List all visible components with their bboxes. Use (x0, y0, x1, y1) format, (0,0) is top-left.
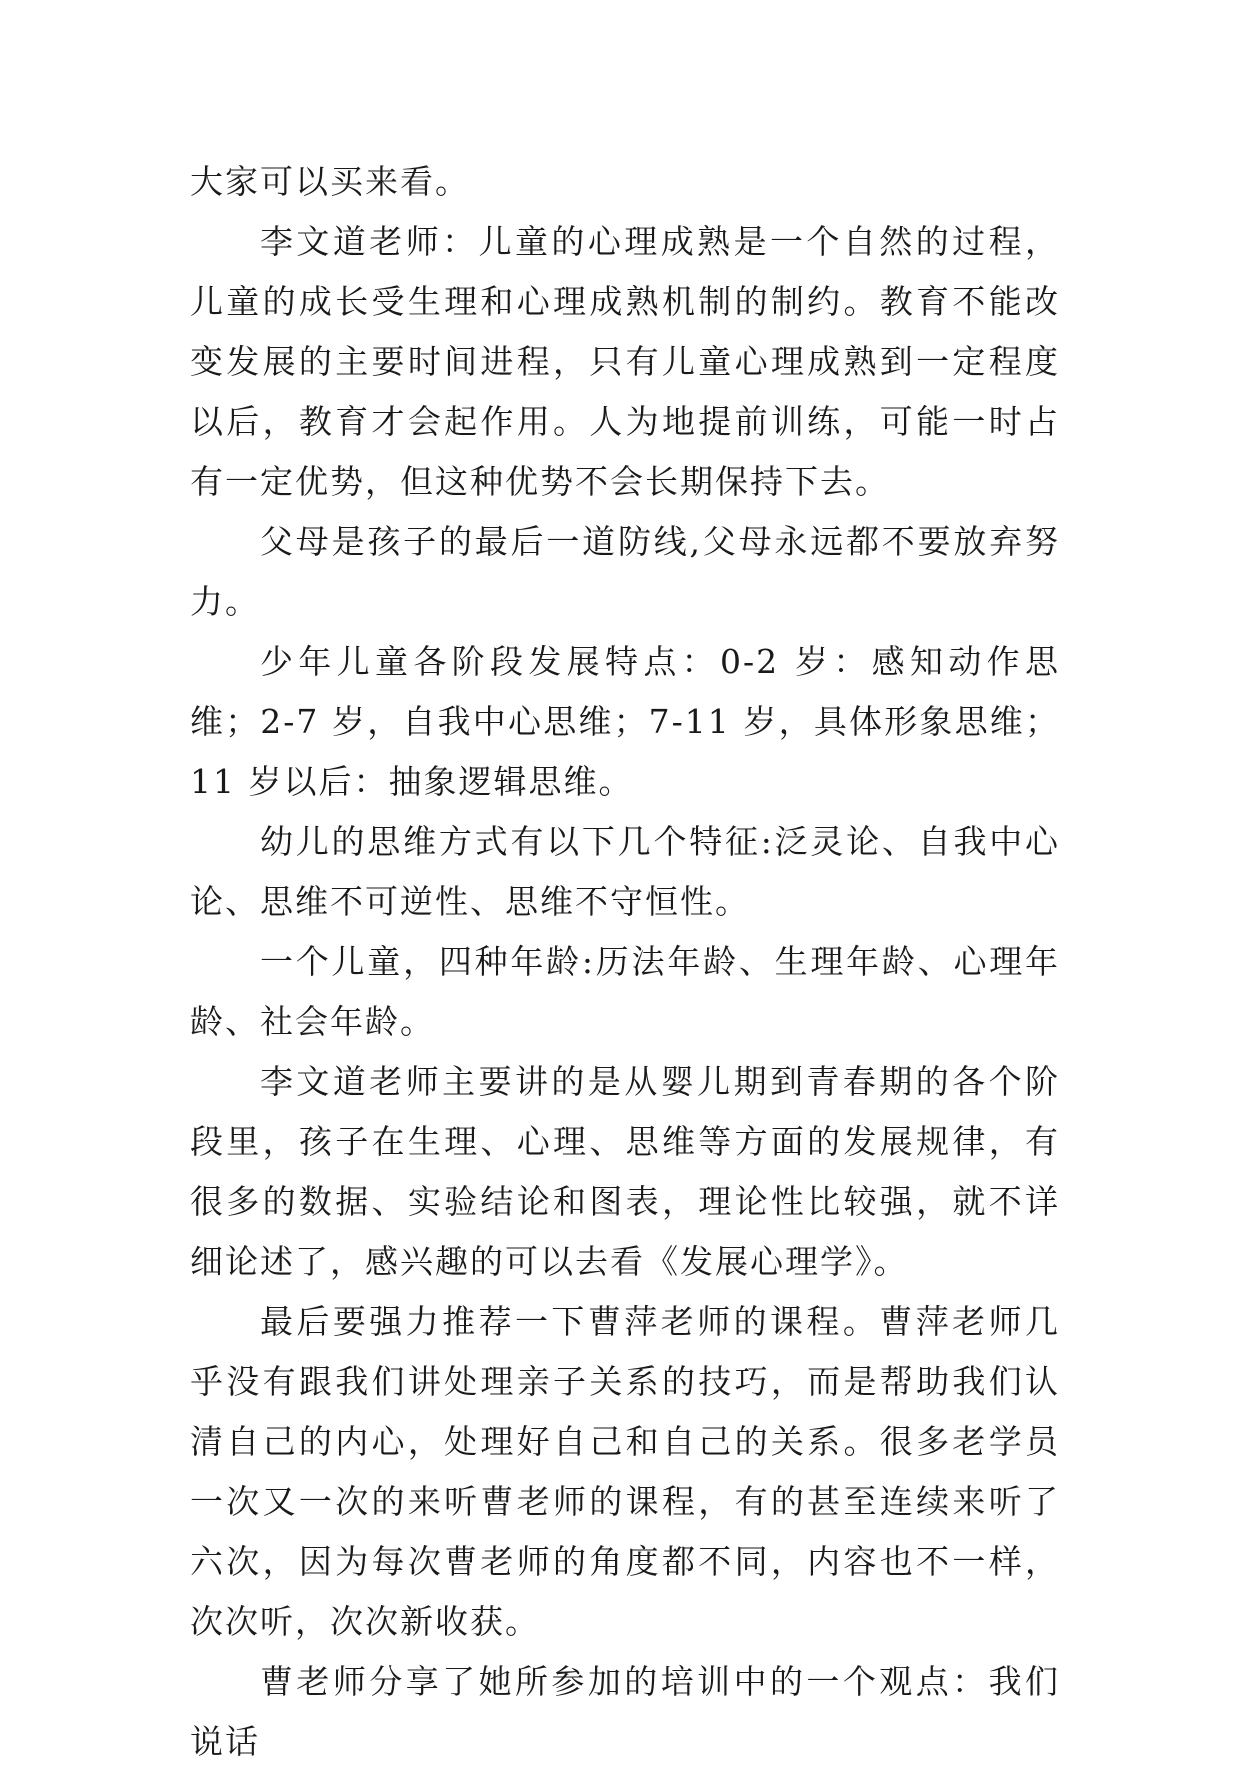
paragraph: 李文道老师：儿童的心理成熟是一个自然的过程，儿童的成长受生理和心理成熟机制的制约。教育不能改变发展的主要时间进程，只有儿童心理成熟到一定程度以后，教育才会起作用。人为地提前训练，可能一时占有一定优势，但这种优势不会长期保持下去。 (190, 222, 1060, 501)
paragraph: 曹老师分享了她所参加的培训中的一个观点：我们说话 (190, 1662, 1060, 1761)
paragraph: 少年儿童各阶段发展特点：0-2 岁：感知动作思维；2-7 岁，自我中心思维；7-11 岁，具体形象思维；11 岁以后：抽象逻辑思维。 (190, 642, 1060, 801)
paragraph: 大家可以买来看。 (190, 162, 470, 201)
paragraph: 最后要强力推荐一下曹萍老师的课程。曹萍老师几乎没有跟我们讲处理亲子关系的技巧，而是帮助我们认清自己的内心，处理好自己和自己的关系。很多老学员一次又一次的来听曹老师的课程，有的甚至连续来听了六次，因为每次曹老师的角度都不同，内容也不一样，次次听，次次新收获。 (190, 1302, 1060, 1641)
document-body (190, 152, 1060, 1772)
paragraph: 李文道老师主要讲的是从婴儿期到青春期的各个阶段里，孩子在生理、心理、思维等方面的发展规律，有很多的数据、实验结论和图表，理论性比较强，就不详细论述了，感兴趣的可以去看《发展心理学》。 (190, 1062, 1060, 1281)
paragraph: 一个儿童，四种年龄:历法年龄、生理年龄、心理年龄、社会年龄。 (190, 942, 1060, 1041)
paragraph: 父母是孩子的最后一道防线,父母永远都不要放弃努力。 (190, 522, 1060, 621)
paragraph: 幼儿的思维方式有以下几个特征:泛灵论、自我中心论、思维不可逆性、思维不守恒性。 (190, 822, 1060, 921)
